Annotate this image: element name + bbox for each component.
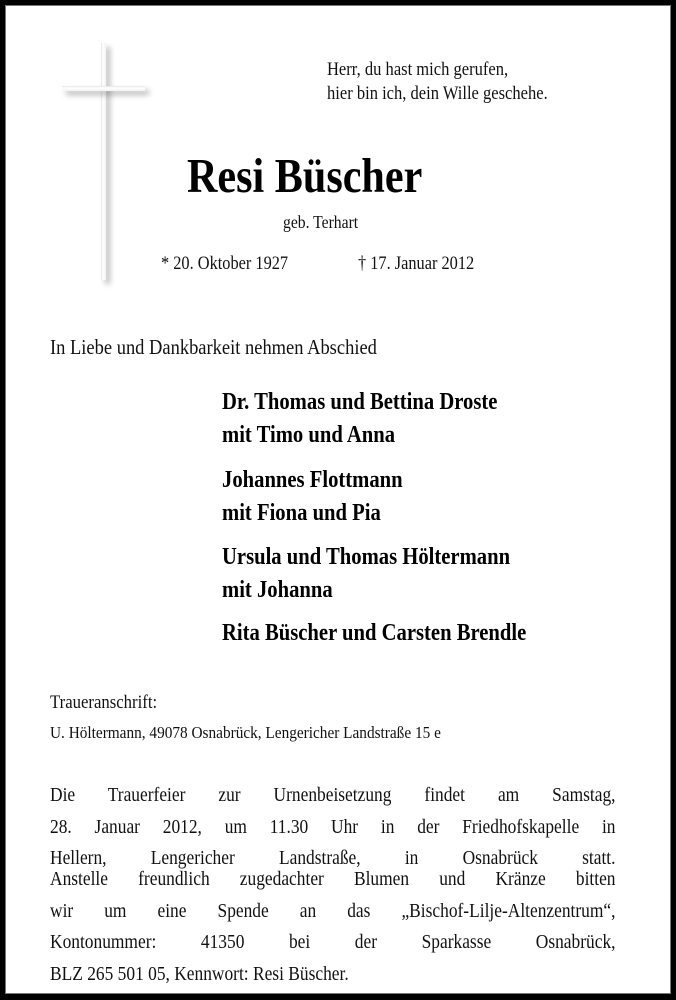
farewell-intro: In Liebe und Dankbarkeit nehmen Abschied bbox=[50, 335, 377, 359]
donation-paragraph bbox=[50, 869, 616, 995]
mourner-group-1-line-1: Dr. Thomas und Bettina Droste bbox=[222, 389, 498, 415]
birth-date: * 20. Oktober 1927 bbox=[161, 253, 289, 274]
mourner-group-1-line-2: mit Timo und Anna bbox=[222, 422, 396, 448]
mourner-group-3-line-1: Ursula und Thomas Höltermann bbox=[222, 544, 511, 570]
death-date: † 17. Januar 2012 bbox=[358, 253, 475, 274]
address-value: U. Höltermann, 49078 Osnabrück, Lengericher Landstraße 15 e bbox=[50, 723, 441, 742]
address-label: Traueranschrift: bbox=[50, 692, 158, 713]
mourner-group-3-line-2: mit Johanna bbox=[222, 577, 333, 603]
donation-line-3: Kontonummer: 41350 bei der Sparkasse Osnabrück, bbox=[50, 931, 616, 953]
verse-line-2: hier bin ich, dein Wille geschehe. bbox=[327, 83, 548, 104]
ceremony-paragraph bbox=[50, 785, 616, 880]
maiden-name: geb. Terhart bbox=[283, 212, 359, 232]
cross-horizontal-bar bbox=[62, 86, 145, 91]
donation-line-2: wir um eine Spende an das „Bischof-Lilje-Altenzentrum“, bbox=[50, 899, 616, 922]
ceremony-line-3: Hellern, Lengericher Landstraße, in Osnabrück statt. bbox=[50, 847, 616, 869]
mourner-group-2-line-1: Johannes Flottmann bbox=[222, 467, 403, 493]
deceased-name: Resi Büscher bbox=[187, 148, 423, 203]
cross-vertical-bar bbox=[101, 43, 106, 280]
obituary-notice bbox=[5, 5, 671, 994]
donation-line-1: Anstelle freundlich zugedachter Blumen und Kränze bitten bbox=[50, 868, 616, 890]
ceremony-line-2: 28. Januar 2012, um 11.30 Uhr in der Friedhofskapelle in bbox=[50, 815, 616, 838]
donation-line-4: BLZ 265 501 05, Kennwort: Resi Büscher. bbox=[50, 962, 349, 985]
mourner-group-4-line-1: Rita Büscher und Carsten Brendle bbox=[222, 620, 527, 646]
mourner-group-2-line-2: mit Fiona und Pia bbox=[222, 500, 381, 526]
verse-line-1: Herr, du hast mich gerufen, bbox=[327, 59, 509, 80]
ceremony-line-1: Die Trauerfeier zur Urnenbeisetzung findet am Samstag, bbox=[50, 784, 616, 806]
